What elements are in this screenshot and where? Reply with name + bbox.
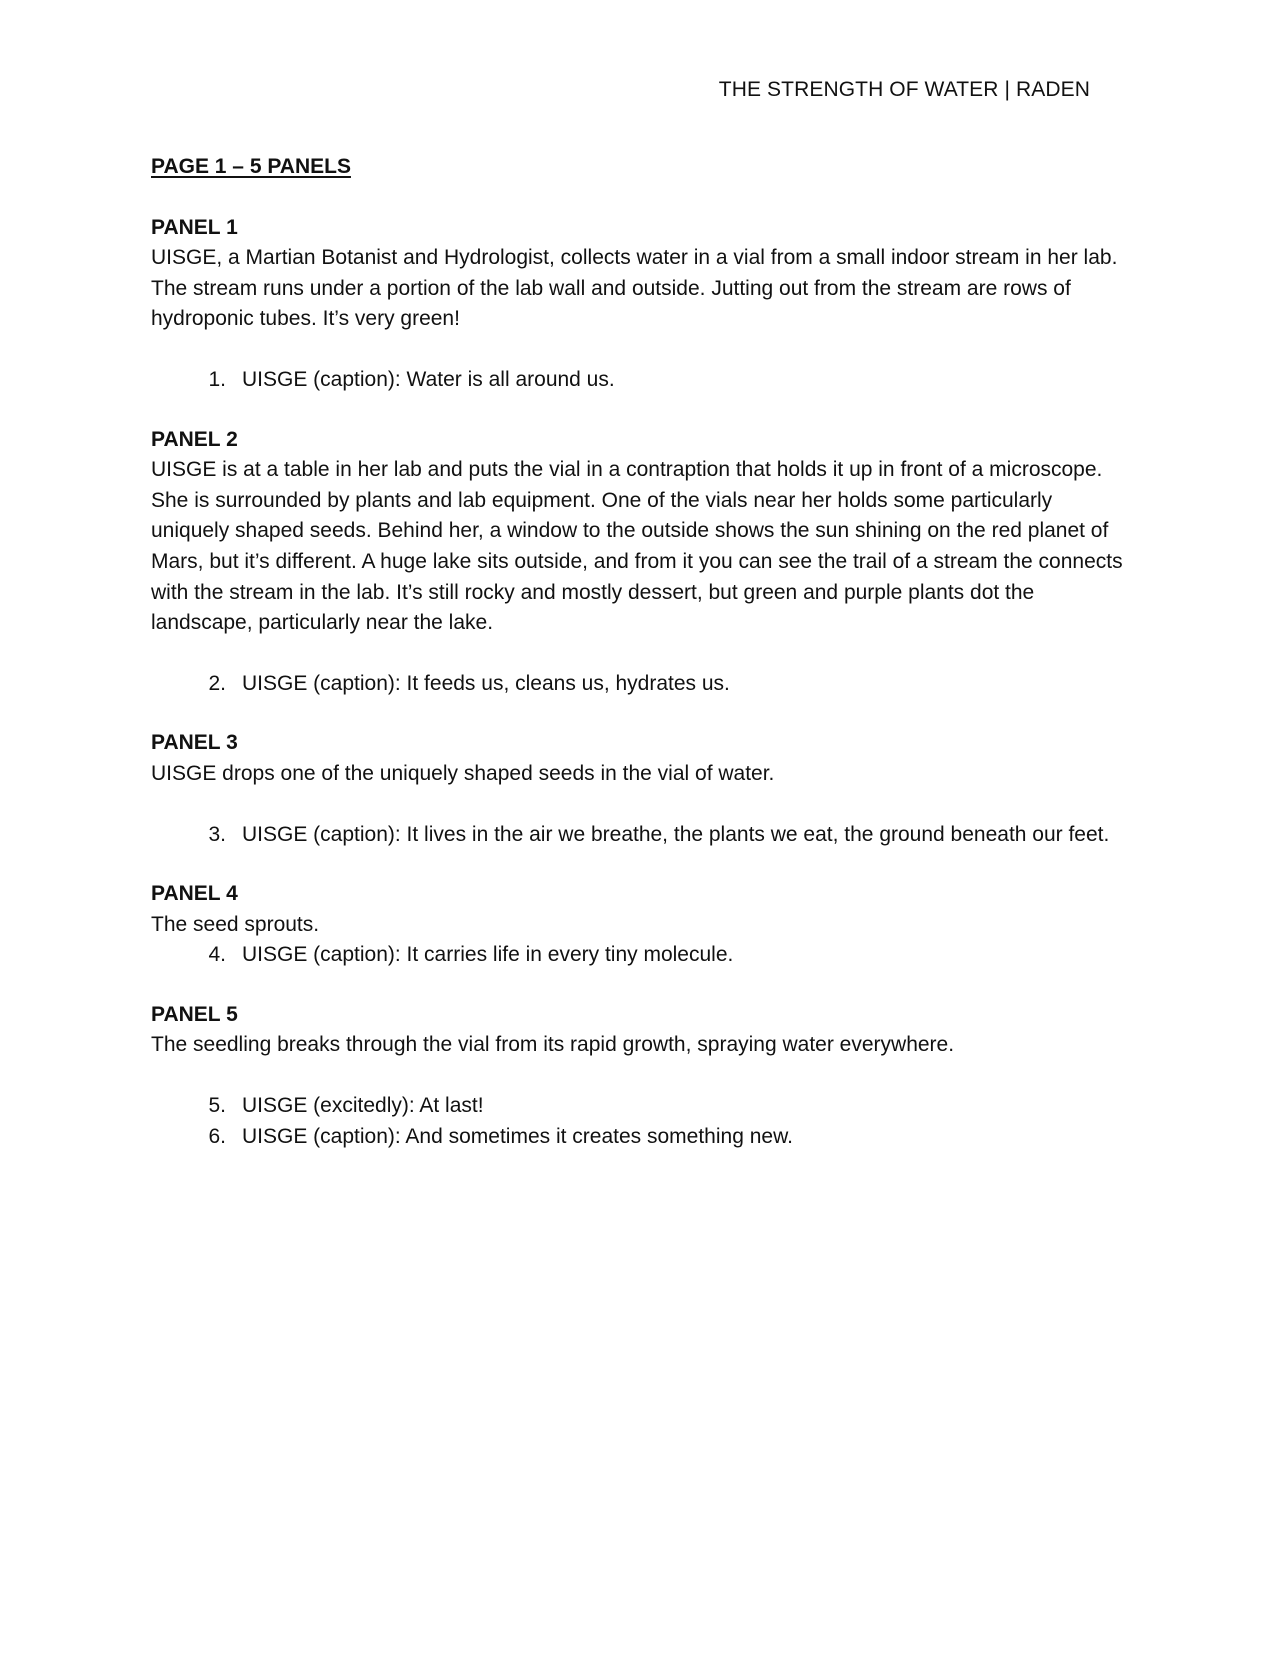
caption-item (151, 940, 1136, 971)
caption-number: 4. (208, 943, 226, 967)
panel-title: PANEL 4 (151, 882, 238, 906)
panel-title: PANEL 5 (151, 1002, 238, 1026)
caption-text: UISGE (caption): It carries life in every tiny molecule. (242, 943, 734, 967)
panel-5 (151, 1000, 1136, 1152)
caption-list (151, 1091, 1136, 1152)
caption-list (151, 365, 1136, 396)
caption-number: 1. (208, 367, 226, 391)
panel-description: UISGE is at a table in her lab and puts the vial in a contraption that holds it up in front of a microscope. She is surrounded by plants and lab equipment. One of the vials near her holds some particularly uniquely shaped seeds. Behind her, a window to the outside shows the sun shining on the red planet of Mars, but it’s different. A huge lake sits outside, and from it you can see the trail of a stream the connects with the stream in the lab. It’s still rocky and mostly dessert, but green and purple plants dot the landscape, particularly near the lake. (151, 458, 1123, 635)
panel-description: UISGE, a Martian Botanist and Hydrologist, collects water in a vial from a small indoor stream in her lab. The stream runs under a portion of the lab wall and outside. Jutting out from the stream are rows of hydroponic tubes. It’s very green! (151, 246, 1118, 331)
caption-number: 2. (208, 671, 226, 695)
caption-list (151, 669, 1136, 700)
caption-item (151, 1122, 1136, 1153)
caption-text: UISGE (caption): It feeds us, cleans us, hydrates us. (242, 671, 730, 695)
caption-number: 6. (208, 1124, 226, 1148)
panel-3 (151, 728, 1136, 850)
panel-description: The seedling breaks through the vial from its rapid growth, spraying water everywhere. (151, 1033, 955, 1057)
caption-text: UISGE (caption): And sometimes it creates something new. (242, 1124, 793, 1148)
caption-text: UISGE (excitedly): At last! (242, 1094, 484, 1118)
panel-4 (151, 879, 1136, 971)
caption-item (151, 820, 1136, 851)
page-content (151, 152, 1136, 1181)
running-header: THE STRENGTH OF WATER | RADEN (718, 78, 1090, 101)
panel-title: PANEL 2 (151, 427, 238, 451)
panel-title: PANEL 3 (151, 731, 238, 755)
caption-number: 5. (208, 1094, 226, 1118)
panel-1 (151, 213, 1136, 396)
panel-description: UISGE drops one of the uniquely shaped seeds in the vial of water. (151, 761, 775, 785)
panel-2 (151, 425, 1136, 700)
page-title: PAGE 1 – 5 PANELS (151, 155, 351, 178)
caption-item (151, 1091, 1136, 1122)
caption-list (151, 820, 1136, 851)
caption-item (151, 365, 1136, 396)
caption-text: UISGE (caption): It lives in the air we breathe, the plants we eat, the ground beneath our feet. (242, 822, 1110, 846)
caption-item (151, 669, 1136, 700)
panel-title: PANEL 1 (151, 215, 238, 239)
panel-description: The seed sprouts. (151, 912, 320, 936)
caption-text: UISGE (caption): Water is all around us. (242, 367, 615, 391)
caption-number: 3. (208, 822, 226, 846)
caption-list (151, 940, 1136, 971)
